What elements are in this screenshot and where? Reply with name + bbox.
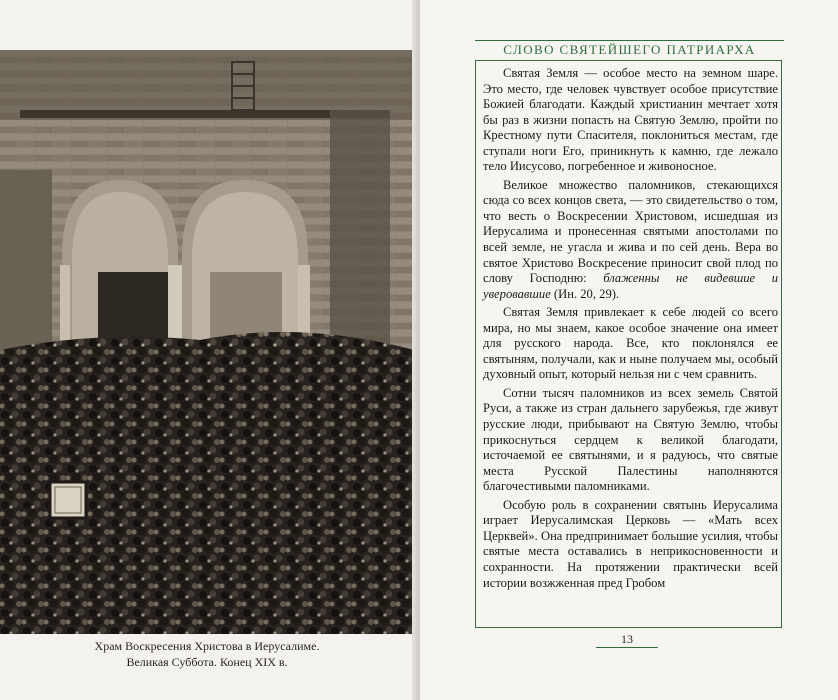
caption-line-1: Храм Воскресения Христова в Иерусалиме. — [94, 639, 320, 653]
photo-caption — [0, 638, 414, 670]
church-of-holy-sepulchre-photo — [0, 50, 414, 634]
page-number-rule — [596, 647, 658, 648]
running-head-rule — [475, 40, 784, 41]
paragraph-2-text: Великое множество паломников, стекающихся сюда со всех концов света, — это свидетельство о том, что весть о Воскресении Христовом, исшедшая из Иерусалима и пронесенная святыми апостолами по всей земле, не угасла и жива и по сей день. Вера во святое Христово Воскресение приносит свой плод по слову Господню: — [483, 177, 778, 286]
paragraph-2-italic-quote: блаженны не видевшие и уверовавшие — [483, 271, 778, 301]
paragraph-3: Святая Земля привлекает к себе людей со всего мира, но мы знаем, какое особое значение она имеет для русского народа. Все, кто поклонялся ее святыням, получали, как и ныне получаем мы, особый духовный опыт, который нельзя ни с чем сравнить. — [483, 305, 778, 382]
paragraph-5: Особую роль в сохранении святынь Иерусалима играет Иерусалимская Церковь — «Мать всех Церквей». Она предпринимает большие усилия, чтобы святые места оставались в неприкосновенности и сохранности. На протяжении практически всей истории возжженная пред Гробом — [483, 497, 778, 590]
left-page — [0, 0, 418, 700]
article-body — [483, 66, 778, 594]
page-number: 13 — [621, 632, 633, 646]
paragraph-2 — [483, 178, 778, 302]
caption-line-2: Великая Суббота. Конец XIX в. — [126, 655, 288, 669]
paragraph-4: Сотни тысяч паломников из всех земель Святой Руси, а также из стран дальнего зарубежья, где живут русские люди, прибывают на Святую Землю, чтобы прикоснуться сердцем к великой благодати, источаемой ее святынями, и я радуюсь, что святые места Русской Палестины наполняются благочестивыми паломниками. — [483, 385, 778, 494]
paragraph-2-reference: (Ин. 20, 29). — [550, 286, 620, 301]
running-head: СЛОВО СВЯТЕЙШЕГО ПАТРИАРХА — [503, 42, 756, 57]
paragraph-1: Святая Земля — особое место на земном шаре. Это место, где человек чувствует особое присутствие Божией благодати. Каждый христианин мечтает хотя бы раз в жизни попасть на Святую Землю, пройти по Крестному пути Спасителя, поклониться местам, где ступали ноги Его, приникнуть к камню, где лежало тело Иисусово, погребенное и живоносное. — [483, 66, 778, 174]
